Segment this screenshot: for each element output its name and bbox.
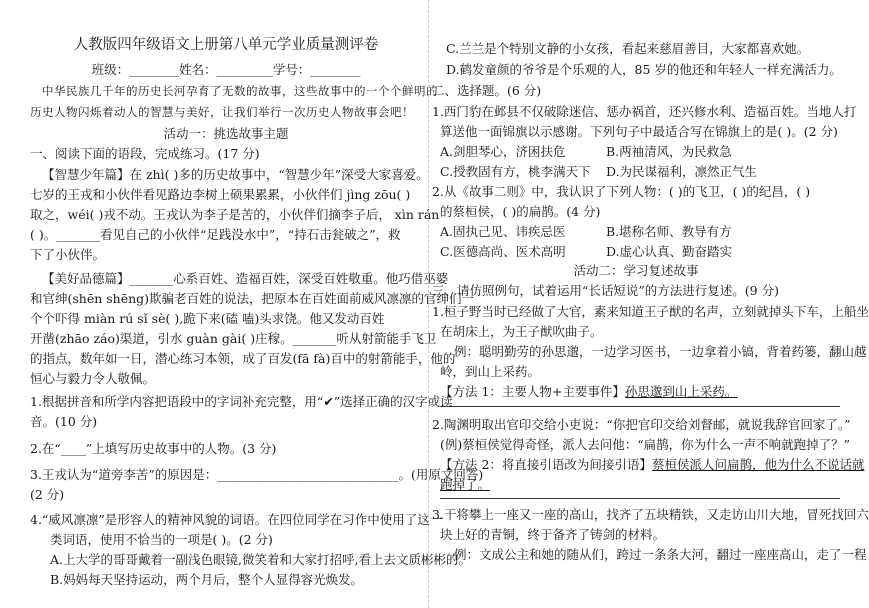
passage-2-line: 【美好品德篇】_______心系百姓、造福百姓，深受百姓敬重。他巧借巫婆 [42, 271, 449, 286]
intro-line-2: 历史人物闪烁着动人的智慧与美好，让我们举行一次历史人物故事会吧！ [30, 105, 414, 119]
choice-2-option-b: B.堪称名师、教导有方 [606, 224, 732, 239]
choice-2-line: 的蔡桓侯，( )的扁鹊。(4 分) [440, 204, 601, 219]
student-info-line: 班级：________姓名：_________学号：________ [91, 62, 361, 77]
method-2 [440, 456, 864, 474]
passage-2-line: 开凿(zhāo záo)渠道，引水 guàn gài( )庄稼。_______听从射箭能手飞卫 [30, 331, 437, 346]
example-1-line: 例：聪明勤劳的孙思邈，一边学习医书，一边拿着小镐，背着药篓，翻山越 [454, 344, 867, 359]
choice-2-option-d: D.虚心认真、勤奋踏实 [606, 244, 733, 259]
example-1-line: 岭，到山上采药。 [440, 364, 541, 379]
retell-2-line: 2.陶渊明取出官印交给小吏说：“你把官印交给刘督邮，就说我辞官回家了。” [432, 417, 851, 432]
section-3-heading: 三、请仿照例句，试着运用“长话短说”的方法进行复述。(9 分) [432, 283, 779, 298]
activity-1-heading: 活动一：挑选故事主题 [163, 126, 289, 141]
method-1 [440, 383, 737, 401]
retell-3-line: 块上好的青铜，终于备齐了铸剑的材料。 [440, 527, 666, 542]
exam-title: 人教版四年级语文上册第八单元学业质量测评卷 [73, 37, 379, 53]
question-4-option-d: D.鹤发童颜的爷爷是个乐观的人，85 岁的他还和年轻人一样充满活力。 [446, 62, 842, 77]
question-4-line: 类词语，使用不恰当的一项是( )。(2 分) [50, 532, 273, 547]
answer-line [440, 406, 840, 407]
example-2-line: (例)蔡桓侯觉得奇怪，派人去问他：“扁鹊，你为什么一声不响就跑掉了？” [440, 437, 851, 452]
question-4-option-c: C.兰兰是个特别文静的小女孩，看起来慈眉善目，大家都喜欢她。 [446, 41, 810, 56]
section-2-heading: 二、选择题。(6 分) [432, 83, 542, 98]
question-3-line: (2 分) [30, 487, 65, 502]
question-1-line: 音。(10 分) [30, 414, 98, 429]
passage-1-line: 下了小伙伴。 [30, 247, 106, 262]
question-4-line: 4.“威风凛凛”是形容人的精神风貌的词语。在四位同学在习作中使用了这一 [30, 512, 443, 527]
retell-3-line: 3.干将攀上一座又一座的高山，找齐了五块精铁，又走访山川大地，冒死找回六 [432, 507, 869, 522]
intro-line-1: 中华民族几千年的历史长河孕育了无数的故事，这些故事中的一个个鲜明的 [42, 84, 438, 98]
question-2: 2.在“____”上填写历史故事中的人物。(3 分) [30, 441, 277, 456]
passage-1-line: ( )。_______看见自己的小伙伴“足践没水中”，“持石击瓮破之”，救 [30, 227, 401, 242]
choice-1-option-d: D.为民谋福利，凛然正气生 [606, 164, 758, 179]
question-3-line: 3.王戎认为“道旁李苦”的原因是：_____________________________。(用原文回答) [30, 467, 484, 482]
choice-2-line: 2.从《故事二则》中，我认识了下列人物：( )的飞卫，( )的纪昌，( ) [432, 184, 811, 199]
passage-2-line: 和官绅(shēn shēng)欺骗老百姓的说法，把原本在百姓面前威风凛凛的官绅们一 [30, 291, 475, 306]
method-2-answer-continued: 跑掉了。 [440, 477, 491, 492]
choice-1-option-b: B.两袖清风，为民救急 [606, 144, 732, 159]
passage-1-line: 【智慧少年篇】在 zhì( )多的历史故事中，“智慧少年”深受大家喜爱。 [42, 167, 429, 182]
passage-1-line: 七岁的王戎和小伙伴看见路边李树上硕果累累，小伙伴们 jìng zōu( ) [30, 187, 411, 202]
choice-2-option-c: C.医德高尚、医术高明 [440, 244, 566, 259]
section-1-heading: 一、阅读下面的语段，完成练习。(17 分) [30, 146, 260, 161]
retell-1-line: 在胡床上，为王子猷吹曲子。 [440, 324, 603, 339]
choice-1-line: 1.西门豹在邺县不仅破除迷信、惩办祸首，还兴修水利、造福百姓。当地人打 [432, 104, 857, 119]
question-4-option-a: A.上大学的哥哥戴着一副浅色眼镜,微笑着和大家打招呼,看上去文质彬彬的。 [50, 552, 471, 567]
activity-2-heading: 活动二：学习复述故事 [573, 263, 699, 278]
method-2-answer: 蔡桓侯派人问扁鹊，他为什么不说话就 [651, 457, 865, 472]
choice-1-option-c: C.授教固有方，桃李满天下 [440, 164, 591, 179]
method-2-label: 【方法 2：将直接引语改为间接引语】 [440, 457, 652, 472]
passage-2-line: 的指点，数年如一日，潜心练习本领，成了百发(fā fà)百中的射箭能手，他的 [30, 351, 456, 366]
choice-2-option-a: A.固执己见、讳疾忌医 [440, 224, 566, 239]
choice-1-line: 算送他一面锦旗以示感谢。下列句子中最适合写在锦旗上的是( )。(2 分) [440, 124, 838, 139]
example-3-line: 例：文成公主和她的随从们，跨过一条条大河，翻过一座座高山，走了一程 [454, 547, 867, 562]
passage-1-line: 取之，wéi( )戎不动。王戎认为李子是苦的，小伙伴们摘李子后， xìn rán [30, 207, 440, 222]
method-1-label: 【方法 1：主要人物+主要事件】 [440, 384, 625, 399]
answer-line [440, 498, 840, 499]
question-1-line: 1.根据拼音和所学内容把语段中的字词补充完整，用“✔”选择正确的汉字或读 [30, 394, 453, 409]
column-divider [428, 0, 429, 608]
question-4-option-b: B.妈妈每天坚持运动，两个月后，整个人显得容光焕发。 [50, 572, 364, 587]
passage-2-line: 恒心与毅力令人敬佩。 [30, 371, 156, 386]
choice-1-option-a: A.剑胆琴心，济困扶危 [440, 144, 566, 159]
passage-2-line: 个个吓得 miàn rú sǐ sè( ),跪下来(磕 嗑)头求饶。他又发动百姓 [30, 311, 385, 326]
retell-1-line: 1.桓子野当时已经做了大官，素来知道王子猷的名声，立刻就掉头下车，上船坐 [432, 304, 869, 319]
method-1-answer: 孙思邈到山上采药。 [624, 384, 738, 399]
